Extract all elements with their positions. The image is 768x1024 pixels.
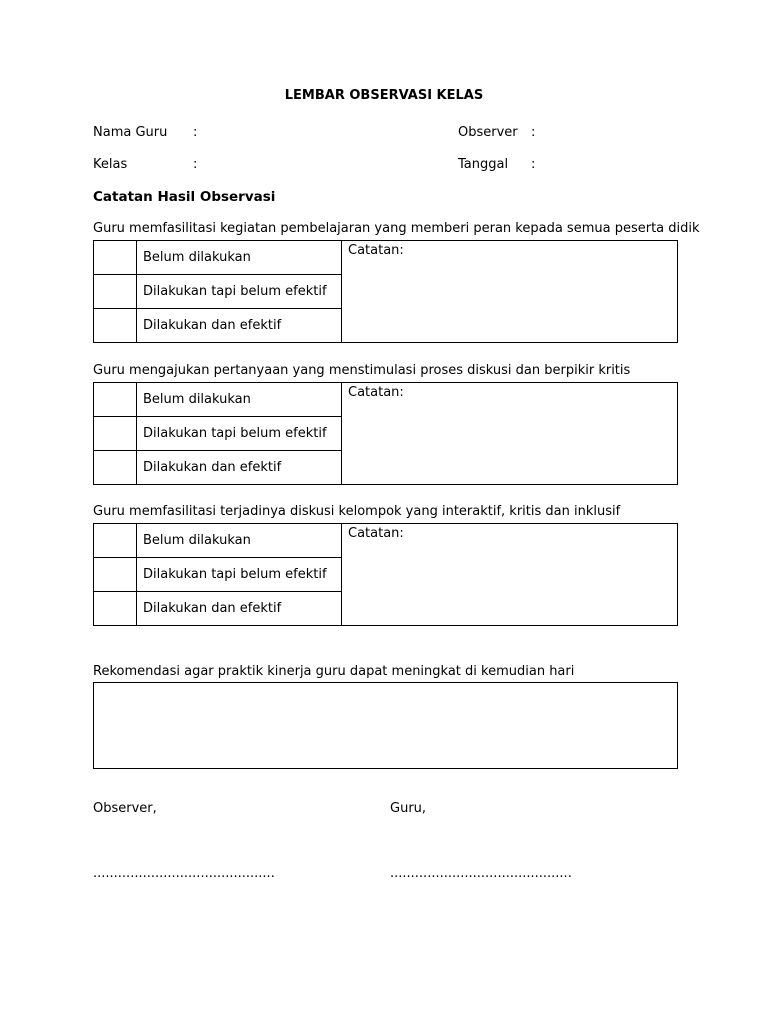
checkbox-dilakukan-dan-efektif[interactable] xyxy=(94,592,137,626)
notes-field[interactable] xyxy=(342,383,678,485)
kelas-colon: : xyxy=(193,157,198,172)
kelas-label: Kelas xyxy=(93,157,128,172)
checkbox-dilakukan-dan-efektif[interactable] xyxy=(94,451,137,485)
option-label: Dilakukan dan efektif xyxy=(137,309,342,343)
nama-guru-colon: : xyxy=(193,125,198,140)
note-label: Catatan: xyxy=(348,385,404,400)
option-label: Dilakukan tapi belum efektif xyxy=(137,275,342,309)
signature-guru-line: ............................................ xyxy=(390,866,572,881)
question-2: Guru mengajukan pertanyaan yang menstimulasi proses diskusi dan berpikir kritis xyxy=(93,363,631,378)
signature-observer-line: ............................................ xyxy=(93,866,275,881)
option-label: Belum dilakukan xyxy=(137,241,342,275)
option-label: Belum dilakukan xyxy=(137,383,342,417)
checkbox-belum-dilakukan[interactable] xyxy=(94,241,137,275)
notes-field[interactable] xyxy=(342,241,678,343)
checkbox-dilakukan-dan-efektif[interactable] xyxy=(94,309,137,343)
tanggal-colon: : xyxy=(531,157,536,172)
note-label: Catatan: xyxy=(348,243,404,258)
page-title: LEMBAR OBSERVASI KELAS xyxy=(284,88,484,103)
note-label: Catatan: xyxy=(348,526,404,541)
observer-colon: : xyxy=(531,125,536,140)
question-1: Guru memfasilitasi kegiatan pembelajaran yang memberi peran kepada semua peserta didik xyxy=(93,221,700,236)
recommendation-label: Rekomendasi agar praktik kinerja guru dapat meningkat di kemudian hari xyxy=(93,664,575,679)
nama-guru-label: Nama Guru xyxy=(93,125,168,140)
signature-observer-label: Observer, xyxy=(93,801,157,816)
notes-field[interactable] xyxy=(342,524,678,626)
checkbox-belum-dilakukan[interactable] xyxy=(94,383,137,417)
observation-table-2 xyxy=(93,382,678,485)
checkbox-dilakukan-tapi-belum-efektif[interactable] xyxy=(94,558,137,592)
checkbox-dilakukan-tapi-belum-efektif[interactable] xyxy=(94,275,137,309)
recommendation-field[interactable] xyxy=(93,682,678,769)
section-heading: Catatan Hasil Observasi xyxy=(93,189,276,205)
option-label: Belum dilakukan xyxy=(137,524,342,558)
option-label: Dilakukan tapi belum efektif xyxy=(137,417,342,451)
observation-table-3 xyxy=(93,523,678,626)
tanggal-label: Tanggal xyxy=(458,157,509,172)
option-label: Dilakukan dan efektif xyxy=(137,451,342,485)
signature-guru-label: Guru, xyxy=(390,801,427,816)
observation-table-1 xyxy=(93,240,678,343)
checkbox-belum-dilakukan[interactable] xyxy=(94,524,137,558)
checkbox-dilakukan-tapi-belum-efektif[interactable] xyxy=(94,417,137,451)
observer-label: Observer xyxy=(458,125,518,140)
option-label: Dilakukan tapi belum efektif xyxy=(137,558,342,592)
question-3: Guru memfasilitasi terjadinya diskusi kelompok yang interaktif, kritis dan inklusif xyxy=(93,504,621,519)
option-label: Dilakukan dan efektif xyxy=(137,592,342,626)
